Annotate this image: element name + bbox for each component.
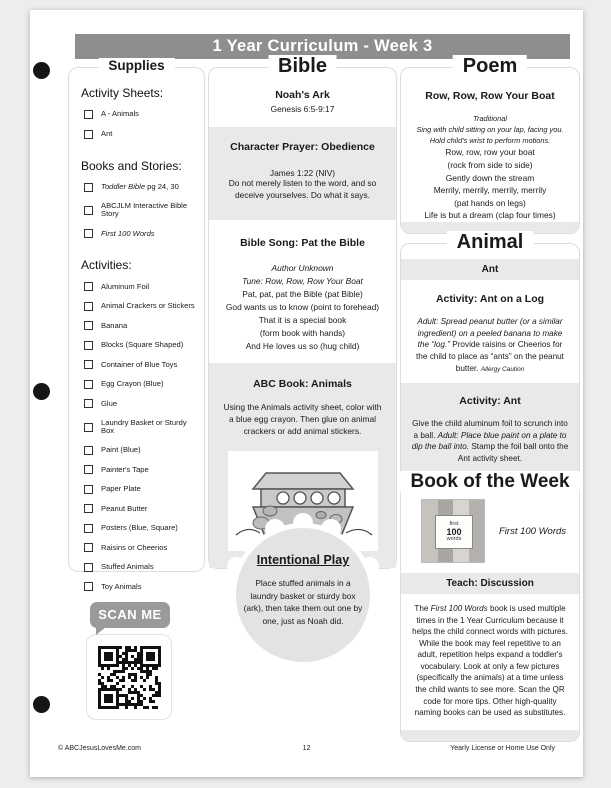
activity1-adult-note: Adult: Spread peanut butter (or a similar ingredient) on a peeled banana to make the “log.” [417,317,563,350]
intentional-play-text: Place stuffed animals in a laundry basket or sturdy box (ark), then take them out one by one, just as Noah did. [243,578,363,626]
checklist-item [84,419,196,436]
item-label: Toy Animals [101,581,142,591]
cover-word: first [449,521,459,527]
checkbox [84,380,93,389]
poem-lyrics [401,146,579,222]
song-line: Pat, pat, pat the Bible (pat Bible) [242,288,363,299]
checklist-item [84,282,196,291]
hole-punch [33,696,50,713]
activity2-text [411,418,569,465]
item-label: Banana [101,320,128,330]
activity1-body: Provide raisins or Cheerios for the child to place as “ants” on the peanut butter. [416,340,564,373]
checkbox [84,360,93,369]
checkbox [84,563,93,572]
song-line: And He loves us so (hug child) [245,340,360,351]
activity2-heading: Activity: Ant [459,395,521,408]
checkbox [84,582,93,591]
checklist-item [84,341,196,350]
checkbox [84,341,93,350]
supplies-title: Supplies [98,58,174,73]
bible-reference: Genesis 6:5-9:17 [270,104,335,114]
checkbox [84,206,93,215]
activity-ant [401,383,579,479]
page-footer [30,745,583,752]
item-label: Posters (Blue, Square) [101,523,178,533]
verse-reference: James 1:22 (NIV) [269,168,336,178]
checklist-item [84,302,196,311]
animal-name-bar: Ant [401,259,579,280]
bible-song-heading: Bible Song: Pat the Bible [240,236,365,249]
poem-line: (rock from side to side) [447,159,533,170]
checklist-item [84,321,196,330]
checkbox [84,423,93,432]
song-line: That it is a special book [258,314,347,325]
abc-book-text: Using the Animals activity sheet, color with a blue egg crayon. Then glue on animal crackers or add animal stickers. [223,401,382,436]
poem-line: Gently down the stream [445,172,535,183]
hole-punch [33,383,50,400]
supplies-list [69,68,204,610]
item-label: Paper Plate [101,484,141,494]
checklist-item [84,360,196,369]
animal-section [400,231,580,480]
checkbox [84,504,93,513]
item-label: Ant [101,128,113,138]
footer-license: Yearly License or Home Use Only [450,745,556,752]
checklist-item [84,524,196,533]
hole-punch [33,62,50,79]
checklist-item [84,380,196,389]
footer-copyright: © ABCJesusLovesMe.com [58,745,141,752]
cover-word: 100 [446,526,462,537]
checklist-item [84,229,196,238]
checkbox [84,446,93,455]
book-of-the-week-section [400,471,580,742]
item-label: pg 24, 30 [145,181,179,191]
group-heading-books: Books and Stories: [81,158,182,173]
bible-section [208,55,397,569]
checkbox [84,183,93,192]
item-label: Animal Crackers or Stickers [101,301,195,311]
item-label: Glue [101,398,118,408]
checklist-item [84,130,196,139]
book-cover-row [401,483,579,573]
footer-page-number: 12 [302,745,311,752]
poem-title: Poem [453,55,527,78]
book-cover-label [435,515,473,549]
item-label: Peanut Butter [101,503,148,513]
intentional-play-content [243,553,363,627]
book-paragraph-rest: book is used multiple times in the 1 Year Curriculum because it helps the child connect words with pictures. While the book may feel repetitive to an adult, repetition helps expand a toddler's vocabulary. Look at only a few pictures (specifically the animals) at a time unless the child wants to see more. Scan the QR code for more tips. Other high-quality naming books can be used as substitutes. [412,604,568,718]
checkbox [84,282,93,291]
checklist-item [84,110,196,119]
book-paragraph-start: The [414,604,431,613]
poem-credit: Traditional [473,114,507,123]
bible-title: Bible [268,55,337,78]
qr-code [86,634,172,720]
poem-line: (pat hands on legs) [454,197,526,208]
group-heading-activities: Activities: [81,258,132,273]
item-label: Container of Blue Toys [101,359,178,369]
activity-ant-on-a-log [401,280,579,383]
group-heading-activity-sheets: Activity Sheets: [81,86,164,100]
checkbox [84,302,93,311]
allergy-caution: Allergy Caution [480,365,525,373]
checklist-item [84,543,196,552]
checkbox [84,524,93,533]
section-bottom-strip [401,730,579,741]
poem-section [400,55,580,234]
checklist-item [84,563,196,572]
item-label: Raisins or Cheerios [101,542,168,552]
poem-instructions [401,113,579,146]
item-label: Egg Crayon (Blue) [101,379,164,389]
checkbox [84,110,93,119]
character-prayer-section [209,127,396,220]
verse-text: Do not merely listen to the word, and so deceive yourselves. Do what it says. [228,178,377,200]
book-of-the-week-title: Book of the Week [400,471,579,493]
item-label: Painter's Tape [101,464,149,474]
activity2-body-2: Stamp the foil ball onto the Ant activity sheet. [457,442,569,464]
book-paragraph-title: First 100 Words [430,604,488,613]
poem-song-title: Row, Row, Row Your Boat [425,90,555,102]
checklist-item [84,446,196,455]
item-label: Stuffed Animals [101,562,154,572]
bible-story-title: Noah's Ark [275,89,330,101]
activity2-adult-note: Adult: Place blue paint on a plate to dip the ball into. [411,430,567,452]
poem-line: Merrily, merrily, merrily, merrily [433,185,547,196]
poem-line: Life is but a dream (clap four times) [424,210,556,221]
song-credit: Author Unknown [271,262,334,273]
item-label: Aluminum Foil [101,281,150,291]
checkbox [84,465,93,474]
book-name: First 100 Words [499,525,567,537]
bible-song-section [209,220,396,363]
intentional-play-circle [223,515,383,675]
bible-song-lyrics [221,262,384,353]
song-tune: Tune: Row, Row, Row Your Boat [242,275,363,286]
abc-book-heading: ABC Book: Animals [253,377,352,390]
checklist-item [84,504,196,513]
curriculum-page [30,10,583,777]
scan-me-label: SCAN ME [98,607,162,622]
song-line: God wants us to know (point to forehead) [225,301,380,312]
checklist-item [84,183,196,192]
item-label: Laundry Basket or Sturdy Box [101,417,187,436]
intentional-play-heading: Intentional Play [256,553,350,567]
poem-instruction-line: Sing with child sitting on your lap, facing you. [416,125,564,135]
item-label: ABCJLM Interactive Bible Story [101,201,188,219]
scan-me-badge [90,602,170,628]
item-label: Toddler Bible [101,181,146,191]
item-label: A - Animals [101,109,139,119]
book-description [401,594,579,719]
item-label: Paint (Blue) [101,445,141,455]
checklist-item [84,485,196,494]
book-cover-image [421,499,485,563]
character-prayer-heading: Character Prayer: Obedience [230,141,375,153]
item-label: Blocks (Square Shaped) [101,340,184,350]
animal-title: Animal [447,231,534,254]
teach-discussion-bar: Teach: Discussion [401,573,579,594]
item-label: First 100 Words [101,228,155,238]
checkbox [84,130,93,139]
poem-instruction-line: Hold child's wrist to perform motions. [429,136,551,146]
page-title: 1 Year Curriculum - Week 3 [212,37,433,55]
cover-word: words [446,535,462,542]
song-line: (form book with hands) [259,327,346,338]
poem-line: Row, row, row your boat [445,147,535,158]
checklist-item [84,582,196,591]
checklist-item [84,399,196,408]
activity1-heading: Activity: Ant on a Log [435,293,545,305]
checkbox [84,399,93,408]
checklist-item [84,465,196,474]
checkbox [84,229,93,238]
qr-code-grid [98,646,161,709]
supplies-section [68,58,205,591]
checkbox [84,485,93,494]
activity1-text [411,316,569,374]
activity2-body-1: Give the child aluminum foil to scrunch into a ball. [412,419,568,440]
checkbox [84,321,93,330]
checklist-item [84,202,196,219]
checkbox [84,543,93,552]
